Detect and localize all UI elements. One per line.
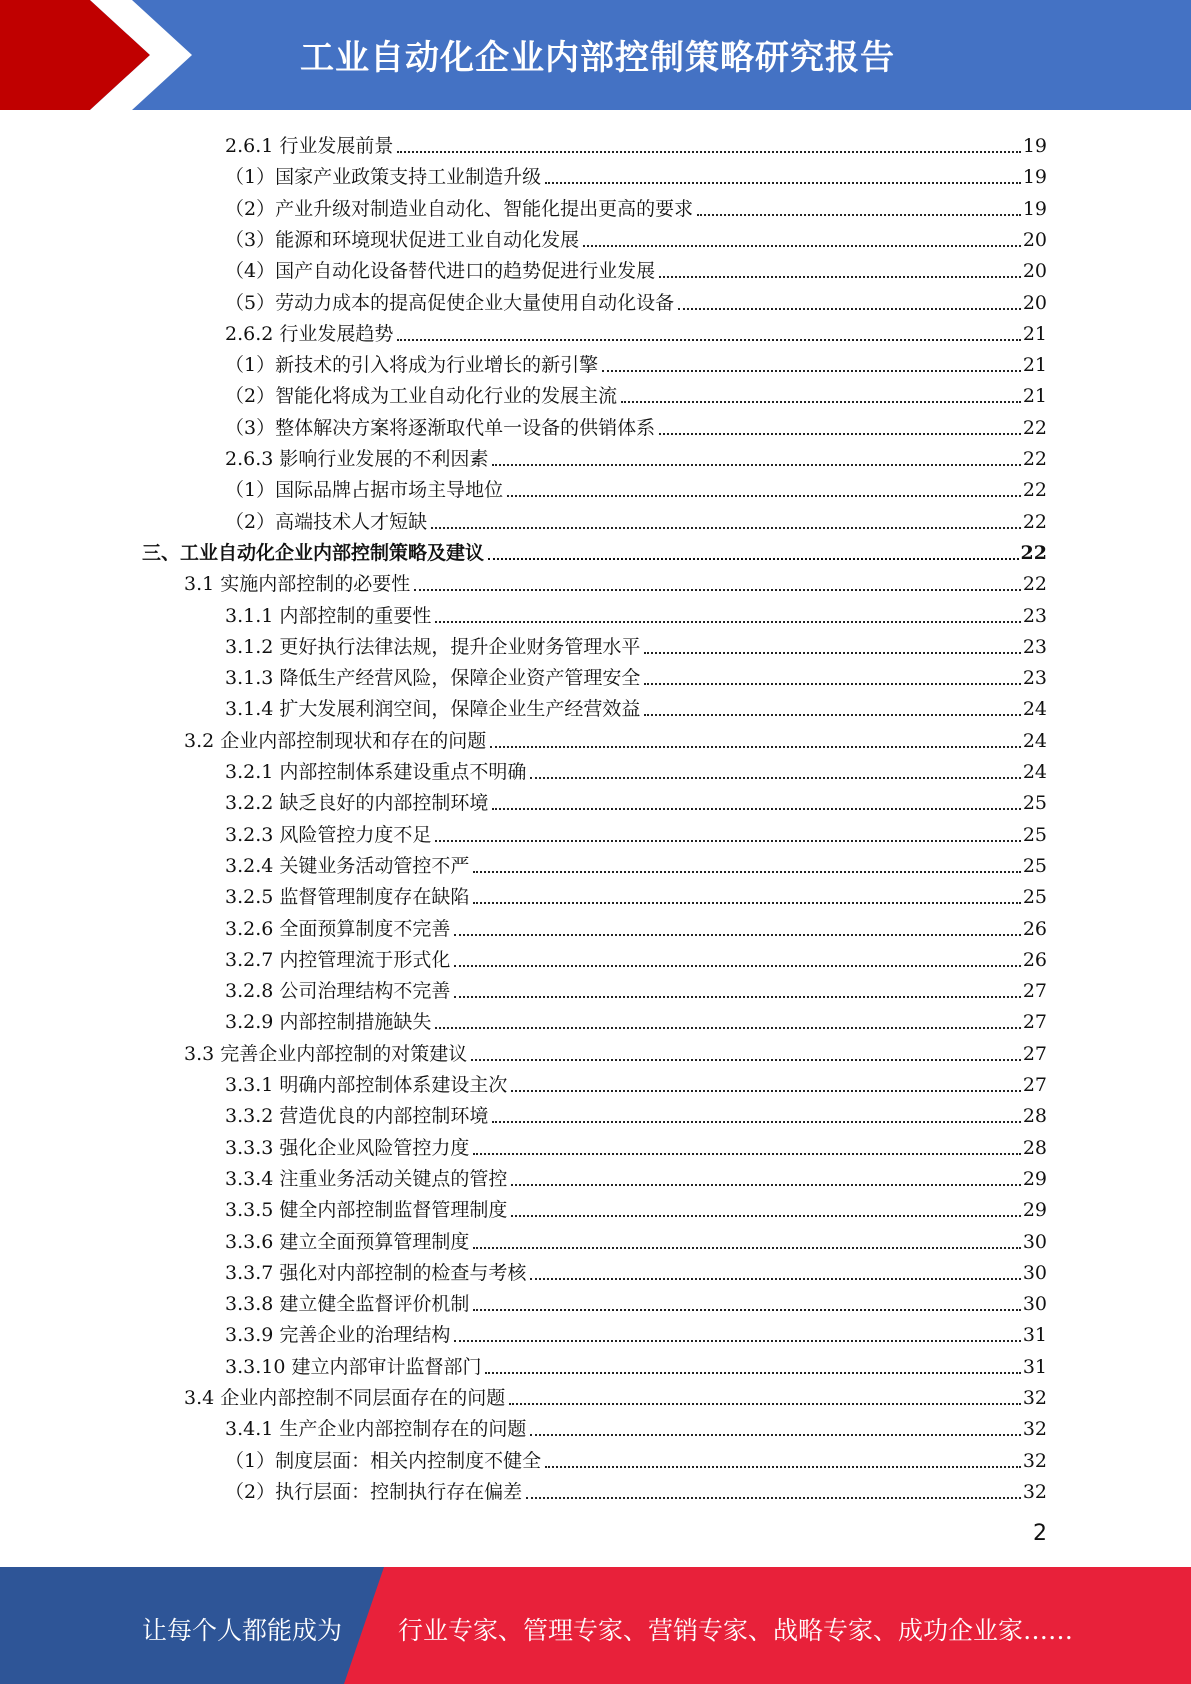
toc-entry-label: 2.6.1 行业发展前景 bbox=[225, 135, 394, 157]
toc-entry-label: 3.3.9 完善企业的治理结构 bbox=[225, 1324, 451, 1347]
toc-entry[interactable] bbox=[225, 972, 1047, 1003]
toc-entry[interactable] bbox=[225, 440, 1047, 471]
toc-dot-leader bbox=[659, 432, 1021, 435]
toc-entry-page: 31 bbox=[1022, 1324, 1047, 1347]
toc-dot-leader bbox=[511, 1183, 1020, 1186]
toc-dot-leader bbox=[492, 1120, 1020, 1123]
toc-dot-leader bbox=[435, 1026, 1020, 1029]
toc-entry[interactable] bbox=[225, 597, 1047, 628]
toc-entry-page: 25 bbox=[1022, 886, 1047, 909]
toc-entry[interactable] bbox=[225, 1129, 1047, 1160]
toc-entry-label: 3.3.4 注重业务活动关键点的管控 bbox=[225, 1167, 508, 1190]
toc-entry-page: 22 bbox=[1022, 416, 1047, 439]
footer-slogan-right: 行业专家、管理专家、营销专家、战略专家、成功企业家…… bbox=[398, 1616, 1074, 1645]
toc-entry[interactable] bbox=[225, 1316, 1047, 1347]
toc-entry-page: 25 bbox=[1022, 792, 1047, 815]
toc-entry-label: 3.3.6 建立全面预算管理制度 bbox=[225, 1230, 470, 1253]
toc-entry[interactable] bbox=[225, 910, 1047, 941]
toc-entry-page: 22 bbox=[1022, 510, 1047, 533]
toc-entry-page: 22 bbox=[1020, 541, 1047, 564]
toc-entry-label: 3.3.8 建立健全监督评价机制 bbox=[225, 1293, 470, 1316]
toc-dot-leader bbox=[678, 307, 1021, 310]
report-title: 工业自动化企业内部控制策略研究报告 bbox=[300, 38, 895, 78]
toc-dot-leader bbox=[545, 1465, 1021, 1468]
toc-dot-leader bbox=[490, 745, 1021, 748]
toc-dot-leader bbox=[473, 1246, 1020, 1249]
toc-entry[interactable] bbox=[225, 1223, 1047, 1254]
toc-entry-label: 3.3.5 健全内部控制监督管理制度 bbox=[225, 1199, 508, 1222]
toc-entry-page: 27 bbox=[1022, 1074, 1047, 1096]
toc-entry[interactable] bbox=[225, 252, 1047, 283]
toc-entry-label: 3.1.1 内部控制的重要性 bbox=[225, 604, 432, 627]
toc-dot-leader bbox=[454, 995, 1020, 998]
toc-dot-leader bbox=[530, 776, 1020, 779]
toc-entry-page: 21 bbox=[1022, 385, 1047, 408]
toc-entry-page: 29 bbox=[1022, 1199, 1047, 1222]
toc-dot-leader bbox=[545, 181, 1021, 184]
toc-entry-page: 30 bbox=[1022, 1293, 1047, 1316]
toc-dot-leader bbox=[488, 557, 1019, 560]
toc-dot-leader bbox=[530, 1277, 1020, 1280]
toc-entry-label: 3.4.1 生产企业内部控制存在的问题 bbox=[225, 1418, 527, 1441]
toc-entry-page: 22 bbox=[1022, 479, 1047, 502]
toc-entry[interactable] bbox=[225, 158, 1047, 189]
page-number: 2 bbox=[1033, 1521, 1047, 1546]
toc-entry-page: 25 bbox=[1022, 823, 1047, 846]
toc-entry-page: 24 bbox=[1022, 761, 1047, 783]
toc-entry-page: 27 bbox=[1022, 980, 1047, 1003]
toc-entry-page: 22 bbox=[1022, 448, 1047, 470]
toc-entry-label: 3.2 企业内部控制现状和存在的问题 bbox=[184, 729, 487, 752]
toc-entry-label: （3）能源和环境现状促进工业自动化发展 bbox=[225, 228, 580, 251]
toc-entry-label: （2）高端技术人才短缺 bbox=[225, 510, 428, 533]
toc-entry-label: （1）制度层面：相关内控制度不健全 bbox=[225, 1449, 542, 1472]
toc-entry[interactable] bbox=[184, 722, 1047, 753]
toc-entry[interactable] bbox=[225, 1191, 1047, 1222]
toc-entry-page: 20 bbox=[1022, 228, 1047, 251]
toc-entry-label: 3.3.1 明确内部控制体系建设主次 bbox=[225, 1074, 508, 1096]
toc-entry-label: 2.6.2 行业发展趋势 bbox=[225, 322, 394, 345]
toc-dot-leader bbox=[454, 933, 1020, 936]
toc-entry[interactable] bbox=[225, 221, 1047, 252]
toc-dot-leader bbox=[473, 1308, 1020, 1311]
toc-entry-page: 32 bbox=[1022, 1449, 1047, 1472]
toc-dot-leader bbox=[511, 1089, 1020, 1092]
toc-entry-label: 3.3.3 强化企业风险管控力度 bbox=[225, 1136, 470, 1159]
toc-entry-label: 3.2.8 公司治理结构不完善 bbox=[225, 980, 451, 1003]
toc-dot-leader bbox=[485, 1371, 1020, 1374]
toc-entry-label: 3.2.5 监督管理制度存在缺陷 bbox=[225, 886, 470, 909]
toc-entry[interactable] bbox=[225, 878, 1047, 909]
toc-dot-leader bbox=[644, 682, 1020, 685]
toc-entry[interactable] bbox=[225, 190, 1047, 221]
toc-entry[interactable] bbox=[225, 346, 1047, 377]
toc-entry-label: 3.3 完善企业内部控制的对策建议 bbox=[184, 1042, 468, 1065]
toc-entry[interactable] bbox=[225, 753, 1047, 784]
toc-entry[interactable] bbox=[142, 534, 1047, 565]
toc-dot-leader bbox=[644, 713, 1020, 716]
toc-entry-label: （3）整体解决方案将逐渐取代单一设备的供销体系 bbox=[225, 416, 656, 439]
toc-entry-page: 32 bbox=[1022, 1387, 1047, 1409]
toc-entry-label: 3.4 企业内部控制不同层面存在的问题 bbox=[184, 1387, 506, 1409]
toc-entry[interactable] bbox=[225, 1410, 1047, 1441]
toc-dot-leader bbox=[471, 1058, 1021, 1061]
toc-entry-label: （5）劳动力成本的提高促使企业大量使用自动化设备 bbox=[225, 291, 675, 314]
toc-dot-leader bbox=[454, 1339, 1020, 1342]
toc-dot-leader bbox=[473, 1152, 1020, 1155]
toc-entry[interactable] bbox=[225, 816, 1047, 847]
toc-entry-label: （1）新技术的引入将成为行业增长的新引擎 bbox=[225, 354, 599, 377]
toc-entry-label: 3.2.3 风险管控力度不足 bbox=[225, 823, 432, 846]
toc-entry[interactable] bbox=[225, 284, 1047, 315]
toc-entry-label: （2）智能化将成为工业自动化行业的发展主流 bbox=[225, 385, 618, 408]
toc-entry-page: 23 bbox=[1022, 604, 1047, 627]
toc-entry[interactable] bbox=[225, 1066, 1047, 1097]
toc-entry-label: 3.3.2 营造优良的内部控制环境 bbox=[225, 1105, 489, 1128]
toc-dot-leader bbox=[526, 1496, 1021, 1499]
toc-entry[interactable] bbox=[225, 1003, 1047, 1034]
toc-dot-leader bbox=[454, 964, 1020, 967]
toc-dot-leader bbox=[492, 463, 1020, 466]
toc-entry-page: 28 bbox=[1022, 1105, 1047, 1128]
toc-dot-leader bbox=[697, 213, 1021, 216]
toc-entry[interactable] bbox=[225, 315, 1047, 346]
toc-entry[interactable] bbox=[225, 409, 1047, 440]
toc-entry[interactable] bbox=[225, 503, 1047, 534]
toc-entry[interactable] bbox=[184, 565, 1047, 596]
toc-entry[interactable] bbox=[225, 1285, 1047, 1316]
toc-dot-leader bbox=[602, 369, 1021, 372]
toc-dot-leader bbox=[644, 651, 1020, 654]
toc-entry-label: （1）国家产业政策支持工业制造升级 bbox=[225, 166, 542, 189]
toc-entry-page: 26 bbox=[1022, 917, 1047, 940]
toc-entry-page: 24 bbox=[1022, 729, 1047, 752]
toc-dot-leader bbox=[583, 244, 1021, 247]
toc-entry-label: 3.2.6 全面预算制度不完善 bbox=[225, 917, 451, 940]
toc-entry-label: （4）国产自动化设备替代进口的趋势促进行业发展 bbox=[225, 260, 656, 283]
toc-entry[interactable] bbox=[225, 659, 1047, 690]
toc-entry-page: 32 bbox=[1022, 1480, 1047, 1503]
toc-entry-label: 3.1.2 更好执行法律法规，提升企业财务管理水平 bbox=[225, 635, 641, 658]
toc-dot-leader bbox=[659, 275, 1021, 278]
toc-dot-leader bbox=[431, 526, 1021, 529]
toc-entry-page: 30 bbox=[1022, 1230, 1047, 1253]
toc-entry[interactable] bbox=[225, 847, 1047, 878]
toc-entry-label: （2）产业升级对制造业自动化、智能化提出更高的要求 bbox=[225, 197, 694, 220]
toc-entry-page: 21 bbox=[1022, 322, 1047, 345]
toc-entry[interactable] bbox=[225, 127, 1047, 158]
toc-dot-leader bbox=[435, 839, 1020, 842]
toc-dot-leader bbox=[473, 901, 1020, 904]
toc-dot-leader bbox=[397, 150, 1020, 153]
toc-entry-label: 3.1 实施内部控制的必要性 bbox=[184, 573, 411, 596]
footer-slogan-left: 让每个人都能成为 bbox=[142, 1616, 343, 1645]
toc-dot-leader bbox=[473, 870, 1020, 873]
toc-dot-leader bbox=[397, 338, 1020, 341]
toc-entry-page: 28 bbox=[1022, 1136, 1047, 1159]
toc-entry-label: （1）国际品牌占据市场主导地位 bbox=[225, 479, 504, 502]
toc-entry-label: 3.2.2 缺乏良好的内部控制环境 bbox=[225, 792, 489, 815]
toc-entry[interactable] bbox=[225, 471, 1047, 502]
toc-entry[interactable] bbox=[225, 377, 1047, 408]
toc-entry-label: 3.2.7 内控管理流于形式化 bbox=[225, 948, 451, 971]
toc-dot-leader bbox=[509, 1402, 1021, 1405]
toc-entry[interactable] bbox=[225, 1348, 1047, 1379]
toc-entry-label: 3.1.4 扩大发展利润空间，保障企业生产经营效益 bbox=[225, 698, 641, 721]
toc-entry-label: 三、工业自动化企业内部控制策略及建议 bbox=[142, 541, 485, 564]
toc-entry-label: 3.2.1 内部控制体系建设重点不明确 bbox=[225, 761, 527, 783]
toc-entry[interactable] bbox=[225, 784, 1047, 815]
toc-entry-page: 32 bbox=[1022, 1418, 1047, 1441]
toc-entry[interactable] bbox=[225, 1473, 1047, 1504]
toc-dot-leader bbox=[492, 807, 1020, 810]
toc-entry-label: 3.3.7 强化对内部控制的检查与考核 bbox=[225, 1261, 527, 1284]
toc-entry[interactable] bbox=[225, 1442, 1047, 1473]
toc-entry-label: 2.6.3 影响行业发展的不利因素 bbox=[225, 448, 489, 470]
toc-entry[interactable] bbox=[225, 1097, 1047, 1128]
toc-entry[interactable] bbox=[225, 941, 1047, 972]
toc-entry-page: 30 bbox=[1022, 1261, 1047, 1284]
toc-entry-page: 26 bbox=[1022, 948, 1047, 971]
toc-entry-page: 25 bbox=[1022, 854, 1047, 877]
toc-entry[interactable] bbox=[225, 628, 1047, 659]
toc-entry[interactable] bbox=[225, 1254, 1047, 1285]
toc-entry[interactable] bbox=[225, 690, 1047, 721]
toc-entry-page: 19 bbox=[1022, 135, 1047, 157]
toc-entry[interactable] bbox=[225, 1160, 1047, 1191]
toc-dot-leader bbox=[511, 1214, 1020, 1217]
toc-dot-leader bbox=[621, 400, 1021, 403]
toc-entry[interactable] bbox=[184, 1379, 1047, 1410]
toc-entry-page: 21 bbox=[1022, 354, 1047, 377]
toc-dot-leader bbox=[530, 1433, 1020, 1436]
toc-entry-page: 20 bbox=[1022, 291, 1047, 314]
toc-dot-leader bbox=[414, 588, 1021, 591]
toc-entry-label: 3.2.4 关键业务活动管控不严 bbox=[225, 854, 470, 877]
toc-dot-leader bbox=[507, 494, 1021, 497]
toc-entry-page: 23 bbox=[1022, 635, 1047, 658]
toc-entry-page: 20 bbox=[1022, 260, 1047, 283]
toc-entry-page: 23 bbox=[1022, 667, 1047, 690]
page-header bbox=[0, 0, 1191, 110]
toc-entry-label: 3.2.9 内部控制措施缺失 bbox=[225, 1011, 432, 1034]
toc-entry-page: 19 bbox=[1022, 166, 1047, 189]
toc-entry-label: 3.3.10 建立内部审计监督部门 bbox=[225, 1355, 482, 1378]
toc-entry-page: 27 bbox=[1022, 1042, 1047, 1065]
toc-entry-page: 22 bbox=[1022, 573, 1047, 596]
toc-entry[interactable] bbox=[184, 1035, 1047, 1066]
toc-entry-page: 29 bbox=[1022, 1167, 1047, 1190]
page-footer bbox=[0, 1567, 1191, 1684]
toc-entry-page: 19 bbox=[1022, 197, 1047, 220]
toc-dot-leader bbox=[435, 620, 1020, 623]
toc-entry-page: 27 bbox=[1022, 1011, 1047, 1034]
toc-entry-label: 3.1.3 降低生产经营风险，保障企业资产管理安全 bbox=[225, 667, 641, 690]
toc-entry-label: （2）执行层面：控制执行存在偏差 bbox=[225, 1480, 523, 1503]
toc-entry-page: 24 bbox=[1022, 698, 1047, 721]
toc-entry-page: 31 bbox=[1022, 1355, 1047, 1378]
